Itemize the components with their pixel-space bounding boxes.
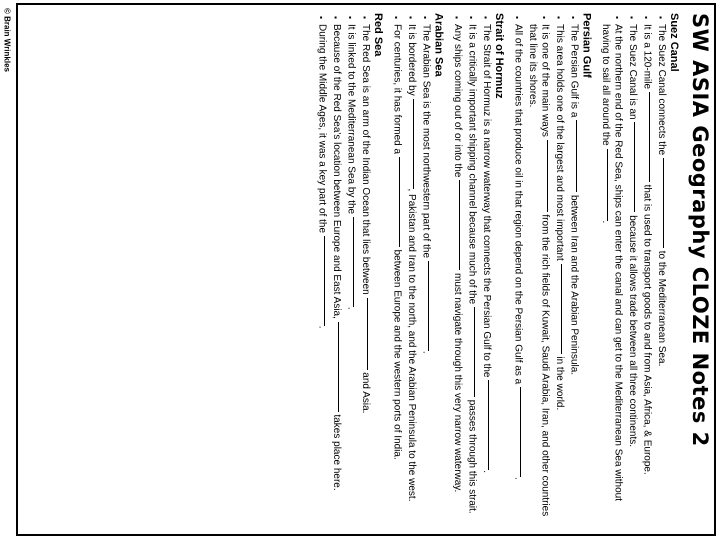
copyright-strip <box>0 0 14 540</box>
blank-line <box>338 322 339 412</box>
text-segment: The Red Sea is an arm of the Indian Ocean that lies between <box>360 24 371 295</box>
section-heading: Arabian Sea <box>432 13 445 77</box>
text-segment: and Asia. <box>360 372 371 414</box>
list-item <box>567 13 580 531</box>
list-item <box>526 13 551 531</box>
list-item <box>390 13 403 531</box>
text-segment: During the Middle Ages, it was a key part of the <box>316 24 328 233</box>
text-segment: The Arabian Sea is the most northwestern part of the <box>420 24 432 259</box>
section-suez-canal <box>599 13 681 531</box>
blank-line <box>324 236 325 326</box>
list-item <box>330 13 343 531</box>
text-segment: At the northern end of the Red Sea, ships can enter the canal and can get to the Mediterranean Sea without having to sail all around the <box>600 24 624 501</box>
blank-line <box>520 387 521 477</box>
list-item <box>419 13 432 531</box>
blank-line <box>576 120 577 192</box>
text-segment: All of the countries that produce oil in that region depend on the Persian Gulf as a <box>512 24 524 385</box>
section-heading: Strait of Hormuz <box>493 13 505 99</box>
blank-line <box>353 217 354 307</box>
blank-line <box>413 99 414 189</box>
blank-line <box>547 140 548 212</box>
text-segment: This area holds one of the largest and most important <box>554 24 565 261</box>
blank-line <box>634 122 635 212</box>
text-segment: must navigate through this very narrow waterway. <box>452 272 463 493</box>
section-heading: Suez Canal <box>668 13 680 72</box>
text-segment: passes through this strait. <box>466 399 478 514</box>
list-item <box>465 13 478 531</box>
text-segment: that is used to transport goods to and from Asia, Africa, & Europe. <box>641 184 653 475</box>
text-segment: in the world. <box>554 356 565 411</box>
section-heading: Persian Gulf <box>580 13 593 78</box>
blank-line <box>474 307 475 397</box>
blank-line <box>561 264 562 354</box>
copyright-text: © Brain Wrinkles <box>2 8 12 72</box>
list-item <box>511 13 524 531</box>
list-item <box>655 13 668 531</box>
text-segment: between Iran and the Arabian Peninsula. <box>568 194 580 376</box>
text-segment: Because of the Red Sea's location between Europe and East Asia, <box>331 24 342 319</box>
text-segment: The Strait of Hormuz is a narrow waterway that connects the Persian Gulf to the <box>481 24 492 378</box>
section-persian-gulf <box>511 13 593 531</box>
page-title: SW ASIA Geography CLOZE Notes 2 <box>688 13 712 447</box>
text-segment: It is a 120-mile <box>641 24 653 90</box>
blank-line <box>607 149 608 221</box>
list-item <box>626 13 639 531</box>
text-segment: . <box>345 306 357 310</box>
worksheet-frame <box>16 3 716 536</box>
blank-line <box>399 157 400 247</box>
text-segment: For centuries, it has formed a <box>391 24 403 155</box>
list-item <box>599 13 624 531</box>
list-item <box>451 13 464 531</box>
blank-line <box>488 380 489 470</box>
text-segment: The Suez Canal is an <box>627 24 638 120</box>
text-segment: to the Mediterranean Sea. <box>656 250 667 367</box>
list-item <box>315 13 328 531</box>
text-segment: . <box>512 477 524 480</box>
section-strait-of-hormuz <box>451 13 506 531</box>
text-segment: The Persian Gulf is a <box>568 24 580 118</box>
text-segment: It is a critically important shipping channel because much of the <box>466 24 478 305</box>
text-segment: from the rich fields of Kuwait, Saudi Arabia, Iran, and other countries that line its shores. <box>527 24 551 517</box>
text-segment: It is bordered by <box>406 24 417 96</box>
text-segment: It is linked to the Mediterranean Sea by the <box>345 24 357 215</box>
list-item <box>640 13 653 531</box>
list-item <box>480 13 493 531</box>
text-segment: takes place here. <box>331 414 342 491</box>
text-segment: Any ships coming out of or into the <box>452 24 463 178</box>
text-segment: . <box>600 220 611 224</box>
blank-line <box>367 298 368 370</box>
text-segment: It is one of the main ways <box>539 24 551 137</box>
blank-line <box>459 180 460 270</box>
worksheet-page <box>24 13 712 531</box>
text-segment: . <box>420 350 432 354</box>
blank-line <box>428 261 429 351</box>
text-segment: The Suez Canal connects the <box>656 24 667 156</box>
text-segment: . <box>316 325 328 329</box>
list-item <box>359 13 372 531</box>
list-item <box>405 13 418 531</box>
section-arabian-sea <box>390 13 445 531</box>
text-segment: because it allows trade between all three continents. <box>627 215 638 447</box>
list-item <box>344 13 357 531</box>
section-heading: Red Sea <box>372 13 384 57</box>
text-segment: between Europe and the western ports of India. <box>391 249 403 460</box>
list-item <box>553 13 566 531</box>
text-segment: . <box>481 470 492 474</box>
section-red-sea <box>315 13 384 531</box>
text-segment: , Pakistan and Iran to the north, and the Arabian Peninsula to the west. <box>406 188 417 502</box>
blank-line <box>663 158 664 248</box>
blank-line <box>649 92 650 182</box>
